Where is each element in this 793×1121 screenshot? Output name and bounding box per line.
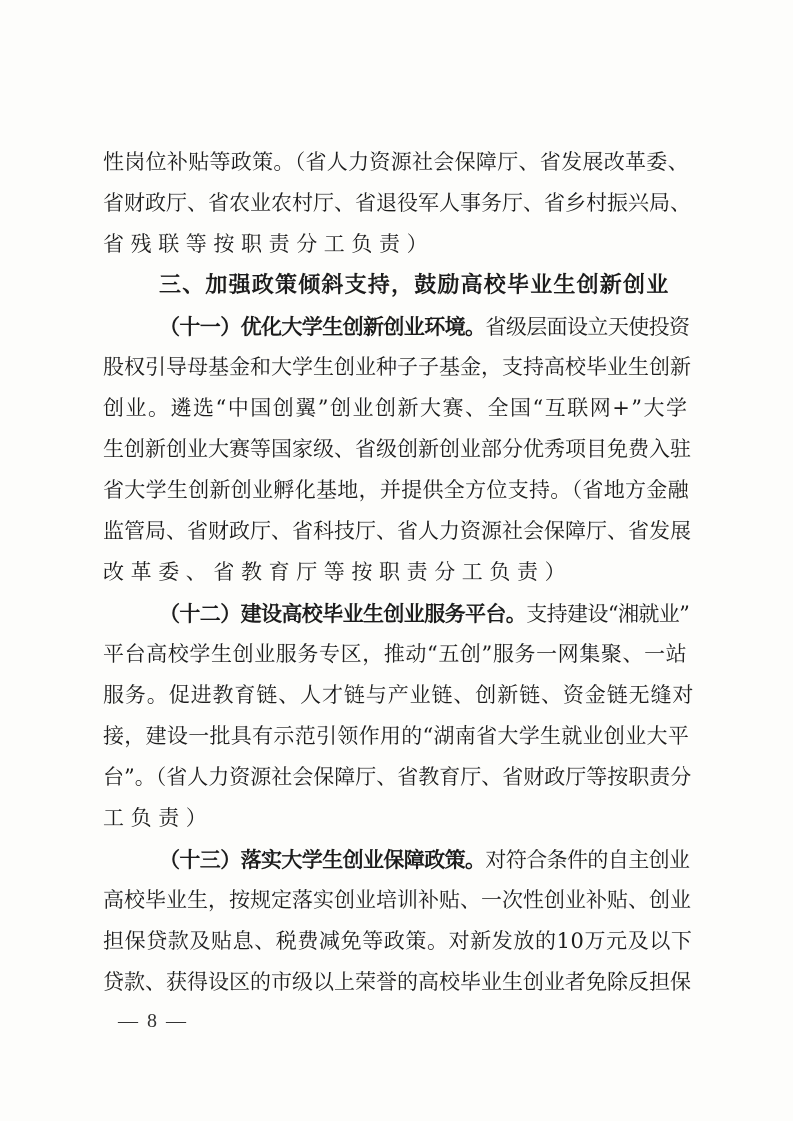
item-12-title: 建设高校毕业生创业服务平台。 [240,601,527,626]
body-line: 监管局、省财政厅、省科技厅、省人力资源社会保障厅、省发展 [103,519,691,543]
section-heading: 三、加强政策倾斜支持，鼓励高校毕业生创新创业 [159,273,670,298]
body-line: 省财政厅、省农业农村厅、省退役军人事务厅、省乡村振兴局、 [103,191,691,215]
body-line: 贷款、获得设区的市级以上荣誉的高校毕业生创业者免除反担保 [103,970,691,994]
item-13-number: （十三） [159,847,241,872]
item-11-number: （十一） [159,314,241,339]
body-line: 担保贷款及贴息、税费减免等政策。对新发放的10万元及以下 [103,929,693,953]
body-line: 省大学生创新创业孵化基地，并提供全方位支持。（省地方金融 [103,478,689,502]
document-body [103,142,693,1003]
item-12-number: （十二） [159,601,241,626]
body-line: 改革委、省教育厅等按职责分工负责） [103,560,573,584]
item-12-first-rest: 支持建设“湘就业” [526,602,690,626]
body-line: 性岗位补贴等政策。（省人力资源社会保障厅、省发展改革委、 [103,150,689,174]
item-11-first-rest: 省级层面设立天使投资 [485,315,690,339]
item-13-first-line [103,839,693,880]
body-line: 省残联等按职责分工负责） [103,232,435,256]
item-13-first-rest: 对符合条件的自主创业 [485,848,690,872]
item-12-first-line [103,593,693,634]
body-line: 平台高校学生创业服务专区，推动“五创”服务一网集聚、一站 [103,642,688,666]
body-line: 股权引导母基金和大学生创业种子子基金，支持高校毕业生创新 [103,355,691,379]
body-line: 服务。促进教育链、人才链与产业链、创新链、资金链无缝对 [103,683,695,707]
item-11-title: 优化大学生创新创业环境。 [240,314,486,339]
body-line: 生创新创业大赛等国家级、省级创新创业部分优秀项目免费入驻 [103,437,691,461]
body-line: 创业。遴选“中国创翼”创业创新大赛、全国“互联网+”大学 [103,396,689,420]
body-line: 台”。（省人力资源社会保障厅、省教育厅、省财政厅等按职责分 [103,765,692,789]
page-number: — 8 — [118,1010,188,1032]
body-line: 工负责） [103,806,214,830]
body-line: 高校毕业生，按规定落实创业培训补贴、一次性创业补贴、创业 [103,888,691,912]
item-13-title: 落实大学生创业保障政策。 [240,847,486,872]
body-line: 接，建设一批具有示范引领作用的“湖南省大学生就业创业大平 [103,724,690,748]
item-11-first-line [103,306,693,347]
